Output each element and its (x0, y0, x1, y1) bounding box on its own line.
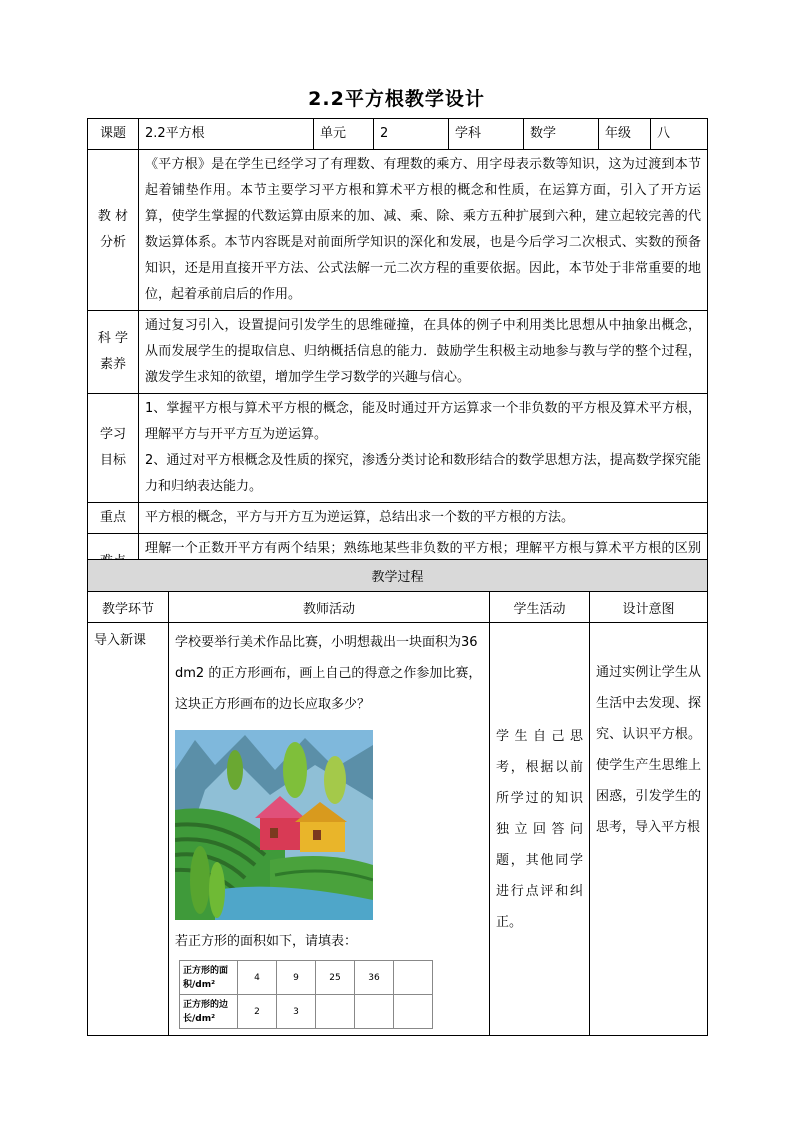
subject-value: 数学 (524, 119, 599, 150)
goal-2: 2、通过对平方根概念及性质的探究，渗透分类讨论和数形结合的数学思想方法，提高数学探究能力和归纳表达能力。 (145, 453, 701, 494)
analysis-text: 《平方根》是在学生已经学习了有理数、有理数的乘方、用字母表示数等知识，这为过渡到本节起着铺垫作用。本节主要学习平方根和算术平方根的概念和性质，在运算方面，引入了开方运算，使学生掌握的代数运算由原来的加、减、乘、除、乘方五种扩展到六种，建立起较完善的代数运算体系。本节内容既是对前面所学知识的深化和发展，也是今后学习二次根式、实数的预备知识，还是用直接开平方法、公式法解一元二次方程的重要依据。因此，本节处于非常重要的地位，起着承前启后的作用。 (139, 150, 708, 311)
difficult-text: 理解一个正数开平方有两个结果；熟练地某些非负数的平方根；理解平方根与算术平方根的区别 (139, 534, 708, 591)
grade-value: 八 (651, 119, 708, 150)
side-cell: 3 (277, 995, 316, 1029)
design-intent: 通过实例让学生从生活中去发现、探究、认识平方根。使学生产生思维上困惑，引发学生的思考，导入平方根 (596, 665, 702, 835)
col-student-header: 学生活动 (490, 592, 590, 623)
teacher-question: 学校要举行美术作品比赛，小明想裁出一块面积为36 dm2 的正方形画布，画上自己的得意之作参加比赛，这块正方形画布的边长应取多少？ (175, 635, 482, 712)
unit-value: 2 (374, 119, 449, 150)
header-row (88, 119, 708, 150)
col-design-header: 设计意图 (590, 592, 708, 623)
key-label: 重点 (88, 503, 139, 534)
unit-label: 单元 (314, 119, 374, 150)
student-activity: 学生自己思考，根据以前所学过的知识独立回答问题，其他同学进行点评和纠正。 (490, 623, 590, 1036)
literacy-row (88, 311, 708, 394)
side-cell (316, 995, 355, 1029)
side-cell: 2 (238, 995, 277, 1029)
goals-row (88, 394, 708, 503)
analysis-row (88, 150, 708, 311)
analysis-label: 教 材 分析 (88, 150, 139, 311)
teacher-activity-cell (169, 623, 490, 1036)
design-intent-cell (590, 623, 708, 1036)
key-text: 平方根的概念，平方与开方互为逆运算，总结出求一个数的平方根的方法。 (139, 503, 708, 534)
landscape-painting (175, 730, 373, 920)
side-cell (394, 995, 433, 1029)
process-band-title: 教学过程 (88, 560, 708, 592)
fill-table-caption: 若正方形的面积如下，请填表： (175, 934, 358, 949)
lesson-info-table (87, 118, 708, 591)
document-title: 2.2平方根教学设计 (308, 88, 485, 110)
process-header-row (88, 592, 708, 623)
key-row (88, 503, 708, 534)
area-cell: 9 (277, 961, 316, 995)
square-side-row (180, 995, 433, 1029)
area-row-header: 正方形的面积/dm² (180, 961, 238, 995)
side-row-header: 正方形的边长/dm² (180, 995, 238, 1029)
square-area-table (179, 960, 433, 1029)
area-cell: 4 (238, 961, 277, 995)
grade-label: 年级 (599, 119, 651, 150)
square-area-row (180, 961, 433, 995)
intro-row (88, 623, 708, 1036)
area-cell: 25 (316, 961, 355, 995)
step-name: 导入新课 (88, 623, 169, 1036)
literacy-text: 通过复习引入，设置提问引发学生的思维碰撞，在具体的例子中利用类比思想从中抽象出概念，从而发展学生的提取信息、归纳概括信息的能力．鼓励学生积极主动地参与教与学的整个过程，激发学生求知的欲望，增加学生学习数学的兴趣与信心。 (139, 311, 708, 394)
area-cell: 36 (355, 961, 394, 995)
goals-label: 学习 目标 (88, 394, 139, 503)
area-cell (394, 961, 433, 995)
goal-1: 1、掌握平方根与算术平方根的概念，能及时通过开方运算求一个非负数的平方根及算术平方根，理解平方与开平方互为逆运算。 (145, 401, 701, 442)
col-teacher-header: 教师活动 (169, 592, 490, 623)
goals-cell (139, 394, 708, 503)
course-value: 2.2平方根 (139, 119, 314, 150)
col-step-header: 教学环节 (88, 592, 169, 623)
teaching-process-table (87, 559, 708, 1036)
subject-label: 学科 (449, 119, 524, 150)
literacy-label: 科 学 素养 (88, 311, 139, 394)
side-cell (355, 995, 394, 1029)
process-band-row (88, 560, 708, 592)
course-label: 课题 (88, 119, 139, 150)
